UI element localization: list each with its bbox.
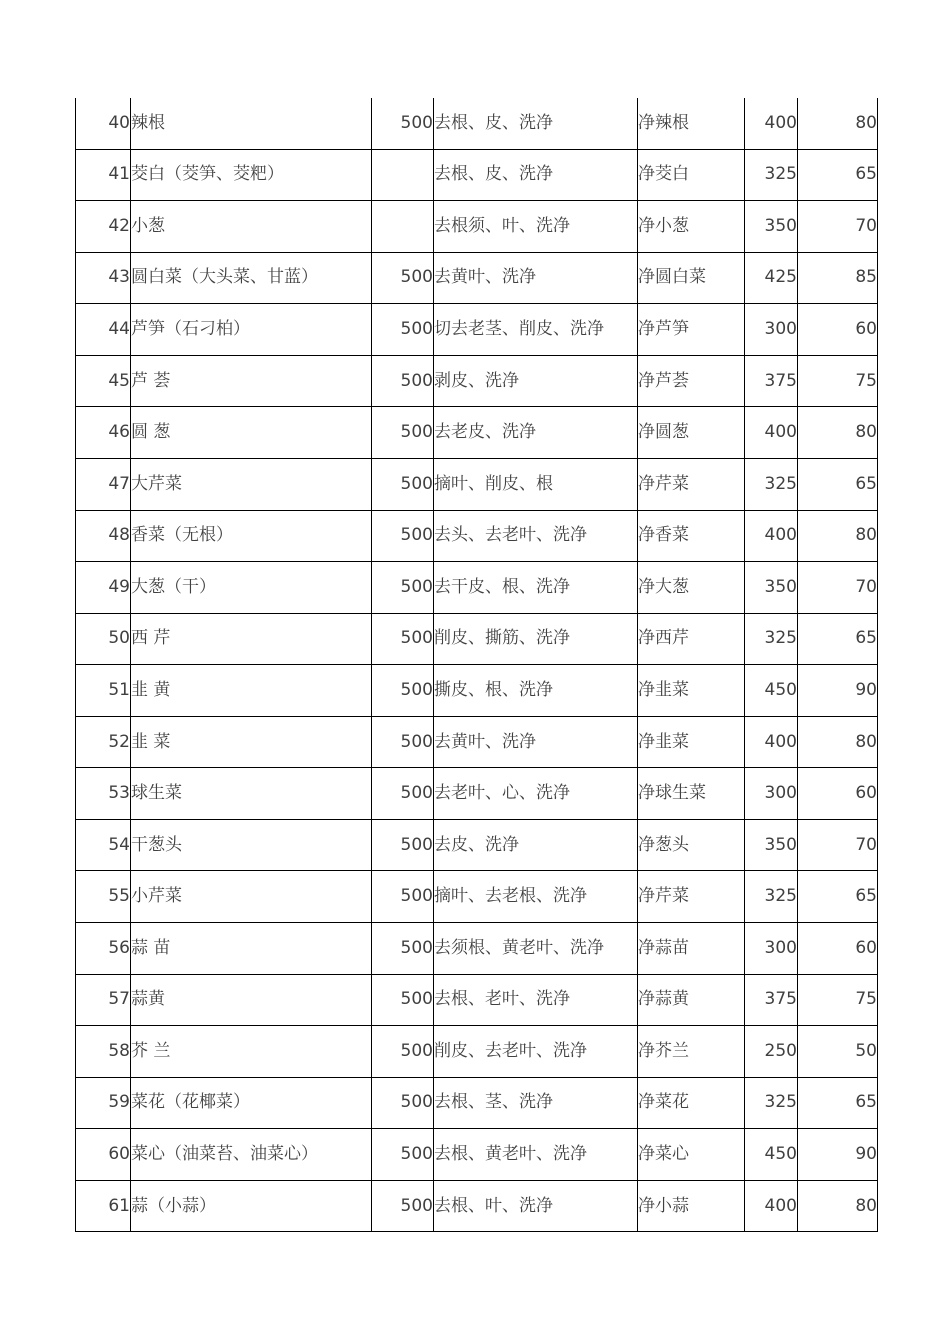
table-body [76,98,878,1232]
yield-rate-cell: 60 [798,923,878,975]
item-number-cell: 40 [76,98,131,149]
net-item-name-cell: 净蒜黄 [638,974,745,1026]
raw-weight-cell: 500 [372,974,434,1026]
raw-weight-cell: 500 [372,252,434,304]
item-number-cell: 44 [76,304,131,356]
net-item-name-cell: 净芦笋 [638,304,745,356]
processing-method-cell: 去根须、叶、洗净 [434,201,638,253]
yield-rate-cell: 75 [798,974,878,1026]
item-number-cell: 45 [76,355,131,407]
item-name-cell: 圆 葱 [131,407,372,459]
item-number-cell: 56 [76,923,131,975]
net-item-name-cell: 净蒜苗 [638,923,745,975]
yield-rate-cell: 65 [798,613,878,665]
net-item-name-cell: 净圆葱 [638,407,745,459]
table-row [76,871,878,923]
net-weight-cell: 375 [745,355,798,407]
net-weight-cell: 325 [745,1077,798,1129]
net-weight-cell: 400 [745,716,798,768]
item-name-cell: 菜花（花椰菜） [131,1077,372,1129]
yield-rate-cell: 65 [798,149,878,201]
item-number-cell: 50 [76,613,131,665]
item-name-cell: 芦 荟 [131,355,372,407]
processing-method-cell: 切去老茎、削皮、洗净 [434,304,638,356]
raw-weight-cell: 500 [372,613,434,665]
item-number-cell: 60 [76,1129,131,1181]
table-row [76,974,878,1026]
table-row [76,562,878,614]
table-row [76,923,878,975]
processing-method-cell: 去根、老叶、洗净 [434,974,638,1026]
item-number-cell: 58 [76,1026,131,1078]
processing-method-cell: 剥皮、洗净 [434,355,638,407]
item-name-cell: 茭白（茭笋、茭粑） [131,149,372,201]
processing-method-cell: 摘叶、去老根、洗净 [434,871,638,923]
table-row [76,201,878,253]
raw-weight-cell: 500 [372,1129,434,1181]
net-weight-cell: 300 [745,768,798,820]
raw-weight-cell: 500 [372,304,434,356]
item-name-cell: 蒜黄 [131,974,372,1026]
raw-weight-cell: 500 [372,355,434,407]
net-item-name-cell: 净香菜 [638,510,745,562]
raw-weight-cell: 500 [372,1077,434,1129]
item-name-cell: 菜心（油菜苔、油菜心） [131,1129,372,1181]
table-row [76,819,878,871]
net-item-name-cell: 净韭菜 [638,716,745,768]
item-name-cell: 西 芹 [131,613,372,665]
item-number-cell: 59 [76,1077,131,1129]
net-item-name-cell: 净小蒜 [638,1180,745,1232]
item-name-cell: 圆白菜（大头菜、甘蓝） [131,252,372,304]
yield-rate-cell: 65 [798,458,878,510]
net-item-name-cell: 净西芹 [638,613,745,665]
table-row [76,613,878,665]
net-weight-cell: 375 [745,974,798,1026]
table-row [76,355,878,407]
table-row [76,716,878,768]
raw-weight-cell [372,149,434,201]
net-item-name-cell: 净球生菜 [638,768,745,820]
table-row [76,665,878,717]
net-item-name-cell: 净小葱 [638,201,745,253]
net-item-name-cell: 净茭白 [638,149,745,201]
net-item-name-cell: 净芥兰 [638,1026,745,1078]
table-row [76,407,878,459]
raw-weight-cell [372,201,434,253]
item-number-cell: 61 [76,1180,131,1232]
yield-rate-cell: 90 [798,1129,878,1181]
raw-weight-cell: 500 [372,819,434,871]
net-weight-cell: 400 [745,98,798,149]
net-weight-cell: 425 [745,252,798,304]
table-row [76,252,878,304]
item-number-cell: 48 [76,510,131,562]
yield-rate-cell: 50 [798,1026,878,1078]
item-number-cell: 53 [76,768,131,820]
processing-method-cell: 摘叶、削皮、根 [434,458,638,510]
processing-method-cell: 撕皮、根、洗净 [434,665,638,717]
item-name-cell: 韭 菜 [131,716,372,768]
net-item-name-cell: 净芹菜 [638,871,745,923]
item-number-cell: 46 [76,407,131,459]
yield-rate-cell: 90 [798,665,878,717]
raw-weight-cell: 500 [372,510,434,562]
processing-method-cell: 去黄叶、洗净 [434,252,638,304]
net-item-name-cell: 净圆白菜 [638,252,745,304]
raw-weight-cell: 500 [372,562,434,614]
yield-rate-cell: 70 [798,819,878,871]
table-row [76,1077,878,1129]
net-item-name-cell: 净菜花 [638,1077,745,1129]
net-item-name-cell: 净芹菜 [638,458,745,510]
table-row [76,1026,878,1078]
raw-weight-cell: 500 [372,1180,434,1232]
item-name-cell: 芦笋（石刁柏） [131,304,372,356]
raw-weight-cell: 500 [372,407,434,459]
net-weight-cell: 450 [745,665,798,717]
net-weight-cell: 350 [745,201,798,253]
net-weight-cell: 350 [745,819,798,871]
table-row [76,1180,878,1232]
item-name-cell: 芥 兰 [131,1026,372,1078]
item-number-cell: 51 [76,665,131,717]
net-item-name-cell: 净大葱 [638,562,745,614]
table-row [76,304,878,356]
document-page [75,98,877,1232]
item-name-cell: 韭 黄 [131,665,372,717]
processing-method-cell: 削皮、撕筋、洗净 [434,613,638,665]
item-number-cell: 49 [76,562,131,614]
yield-rate-cell: 85 [798,252,878,304]
processing-method-cell: 去根、皮、洗净 [434,149,638,201]
item-number-cell: 41 [76,149,131,201]
net-item-name-cell: 净葱头 [638,819,745,871]
table-row [76,458,878,510]
yield-rate-cell: 70 [798,201,878,253]
net-weight-cell: 250 [745,1026,798,1078]
item-name-cell: 蒜（小蒜） [131,1180,372,1232]
yield-rate-cell: 60 [798,768,878,820]
net-weight-cell: 350 [745,562,798,614]
processing-method-cell: 去老叶、心、洗净 [434,768,638,820]
table-row [76,98,878,149]
raw-weight-cell: 500 [372,1026,434,1078]
item-number-cell: 55 [76,871,131,923]
item-number-cell: 57 [76,974,131,1026]
net-weight-cell: 300 [745,923,798,975]
raw-weight-cell: 500 [372,716,434,768]
raw-weight-cell: 500 [372,98,434,149]
processing-method-cell: 去须根、黄老叶、洗净 [434,923,638,975]
item-name-cell: 干葱头 [131,819,372,871]
net-item-name-cell: 净辣根 [638,98,745,149]
processing-method-cell: 去根、皮、洗净 [434,98,638,149]
item-name-cell: 辣根 [131,98,372,149]
raw-weight-cell: 500 [372,923,434,975]
net-weight-cell: 325 [745,613,798,665]
processing-method-cell: 削皮、去老叶、洗净 [434,1026,638,1078]
net-item-name-cell: 净菜心 [638,1129,745,1181]
item-number-cell: 43 [76,252,131,304]
item-name-cell: 香菜（无根） [131,510,372,562]
yield-rate-cell: 60 [798,304,878,356]
processing-method-cell: 去头、去老叶、洗净 [434,510,638,562]
processing-method-cell: 去根、叶、洗净 [434,1180,638,1232]
yield-rate-cell: 80 [798,1180,878,1232]
vegetable-yield-table [75,98,878,1232]
processing-method-cell: 去干皮、根、洗净 [434,562,638,614]
item-name-cell: 球生菜 [131,768,372,820]
raw-weight-cell: 500 [372,458,434,510]
item-name-cell: 小葱 [131,201,372,253]
net-item-name-cell: 净芦荟 [638,355,745,407]
net-weight-cell: 450 [745,1129,798,1181]
raw-weight-cell: 500 [372,665,434,717]
processing-method-cell: 去根、黄老叶、洗净 [434,1129,638,1181]
raw-weight-cell: 500 [372,768,434,820]
net-weight-cell: 325 [745,149,798,201]
net-weight-cell: 400 [745,407,798,459]
net-weight-cell: 325 [745,458,798,510]
yield-rate-cell: 80 [798,98,878,149]
item-name-cell: 大芹菜 [131,458,372,510]
item-name-cell: 大葱（干） [131,562,372,614]
item-number-cell: 52 [76,716,131,768]
item-number-cell: 42 [76,201,131,253]
yield-rate-cell: 65 [798,1077,878,1129]
net-weight-cell: 300 [745,304,798,356]
processing-method-cell: 去根、茎、洗净 [434,1077,638,1129]
processing-method-cell: 去皮、洗净 [434,819,638,871]
item-name-cell: 小芹菜 [131,871,372,923]
yield-rate-cell: 80 [798,716,878,768]
net-weight-cell: 400 [745,1180,798,1232]
table-row [76,768,878,820]
net-weight-cell: 325 [745,871,798,923]
table-row [76,1129,878,1181]
net-weight-cell: 400 [745,510,798,562]
processing-method-cell: 去老皮、洗净 [434,407,638,459]
item-number-cell: 54 [76,819,131,871]
yield-rate-cell: 80 [798,407,878,459]
yield-rate-cell: 70 [798,562,878,614]
net-item-name-cell: 净韭菜 [638,665,745,717]
item-name-cell: 蒜 苗 [131,923,372,975]
raw-weight-cell: 500 [372,871,434,923]
yield-rate-cell: 75 [798,355,878,407]
table-row [76,149,878,201]
table-row [76,510,878,562]
item-number-cell: 47 [76,458,131,510]
yield-rate-cell: 80 [798,510,878,562]
processing-method-cell: 去黄叶、洗净 [434,716,638,768]
yield-rate-cell: 65 [798,871,878,923]
